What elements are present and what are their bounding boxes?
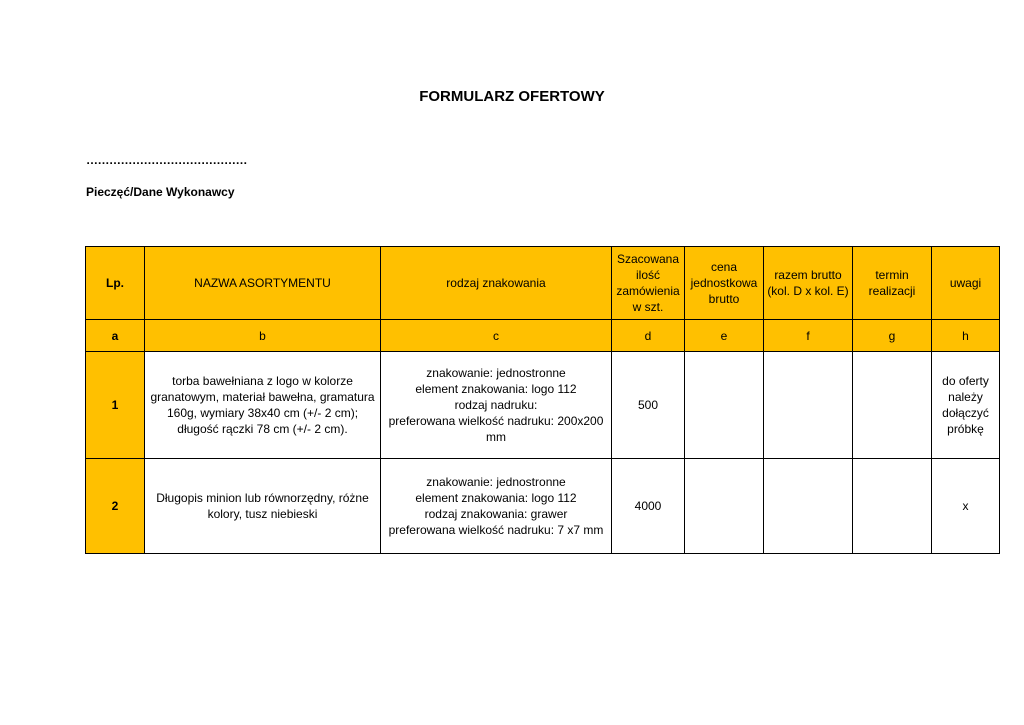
row-notes: x	[932, 459, 1000, 554]
row-total[interactable]	[764, 352, 853, 459]
row-marking	[381, 352, 612, 459]
row-term[interactable]	[853, 352, 932, 459]
row-name: Długopis minion lub równorzędny, różne kolory, tusz niebieski	[145, 459, 381, 554]
marking-line: rodzaj nadruku:	[454, 398, 538, 412]
header-name: NAZWA ASORTYMENTU	[145, 247, 381, 320]
row-notes: do oferty należy dołączyć próbkę	[932, 352, 1000, 459]
signature-placeholder: ……………………………………	[86, 153, 247, 167]
letter-e: e	[685, 320, 764, 352]
row-lp: 1	[86, 352, 145, 459]
row-term[interactable]	[853, 459, 932, 554]
letter-d: d	[612, 320, 685, 352]
header-marking: rodzaj znakowania	[381, 247, 612, 320]
letter-h: h	[932, 320, 1000, 352]
row-lp: 2	[86, 459, 145, 554]
letter-a: a	[86, 320, 145, 352]
row-unit-price[interactable]	[685, 459, 764, 554]
letters-row	[86, 320, 1000, 352]
marking-line: preferowana wielkość nadruku: 7 x7 mm	[388, 523, 604, 537]
header-quantity: Szacowana ilość zamówienia w szt.	[612, 247, 685, 320]
stamp-label: Pieczęć/Dane Wykonawcy	[86, 185, 235, 199]
row-quantity: 500	[612, 352, 685, 459]
row-total[interactable]	[764, 459, 853, 554]
table-row	[86, 352, 1000, 459]
letter-b: b	[145, 320, 381, 352]
offer-table	[85, 246, 1000, 554]
header-unit-price: cena jednostkowa brutto	[685, 247, 764, 320]
letter-g: g	[853, 320, 932, 352]
header-notes: uwagi	[932, 247, 1000, 320]
letter-c: c	[381, 320, 612, 352]
header-total: razem brutto (kol. D x kol. E)	[764, 247, 853, 320]
marking-line: element znakowania: logo 112	[415, 382, 577, 396]
row-marking	[381, 459, 612, 554]
page-title: FORMULARZ OFERTOWY	[419, 88, 605, 105]
row-quantity: 4000	[612, 459, 685, 554]
header-row	[86, 247, 1000, 320]
letter-f: f	[764, 320, 853, 352]
header-lp: Lp.	[86, 247, 145, 320]
marking-line: preferowana wielkość nadruku: 200x200 mm	[388, 414, 604, 444]
table-row	[86, 459, 1000, 554]
row-unit-price[interactable]	[685, 352, 764, 459]
row-name: torba bawełniana z logo w kolorze granatowym, materiał bawełna, gramatura 160g, wymiary 38x40 cm (+/- 2 cm); długość rączki 78 cm (+/- 2 cm).	[145, 352, 381, 459]
marking-line: rodzaj znakowania: grawer	[424, 507, 568, 521]
marking-line: element znakowania: logo 112	[415, 491, 577, 505]
marking-line: znakowanie: jednostronne	[426, 366, 566, 380]
marking-line: znakowanie: jednostronne	[426, 475, 566, 489]
header-term: termin realizacji	[853, 247, 932, 320]
